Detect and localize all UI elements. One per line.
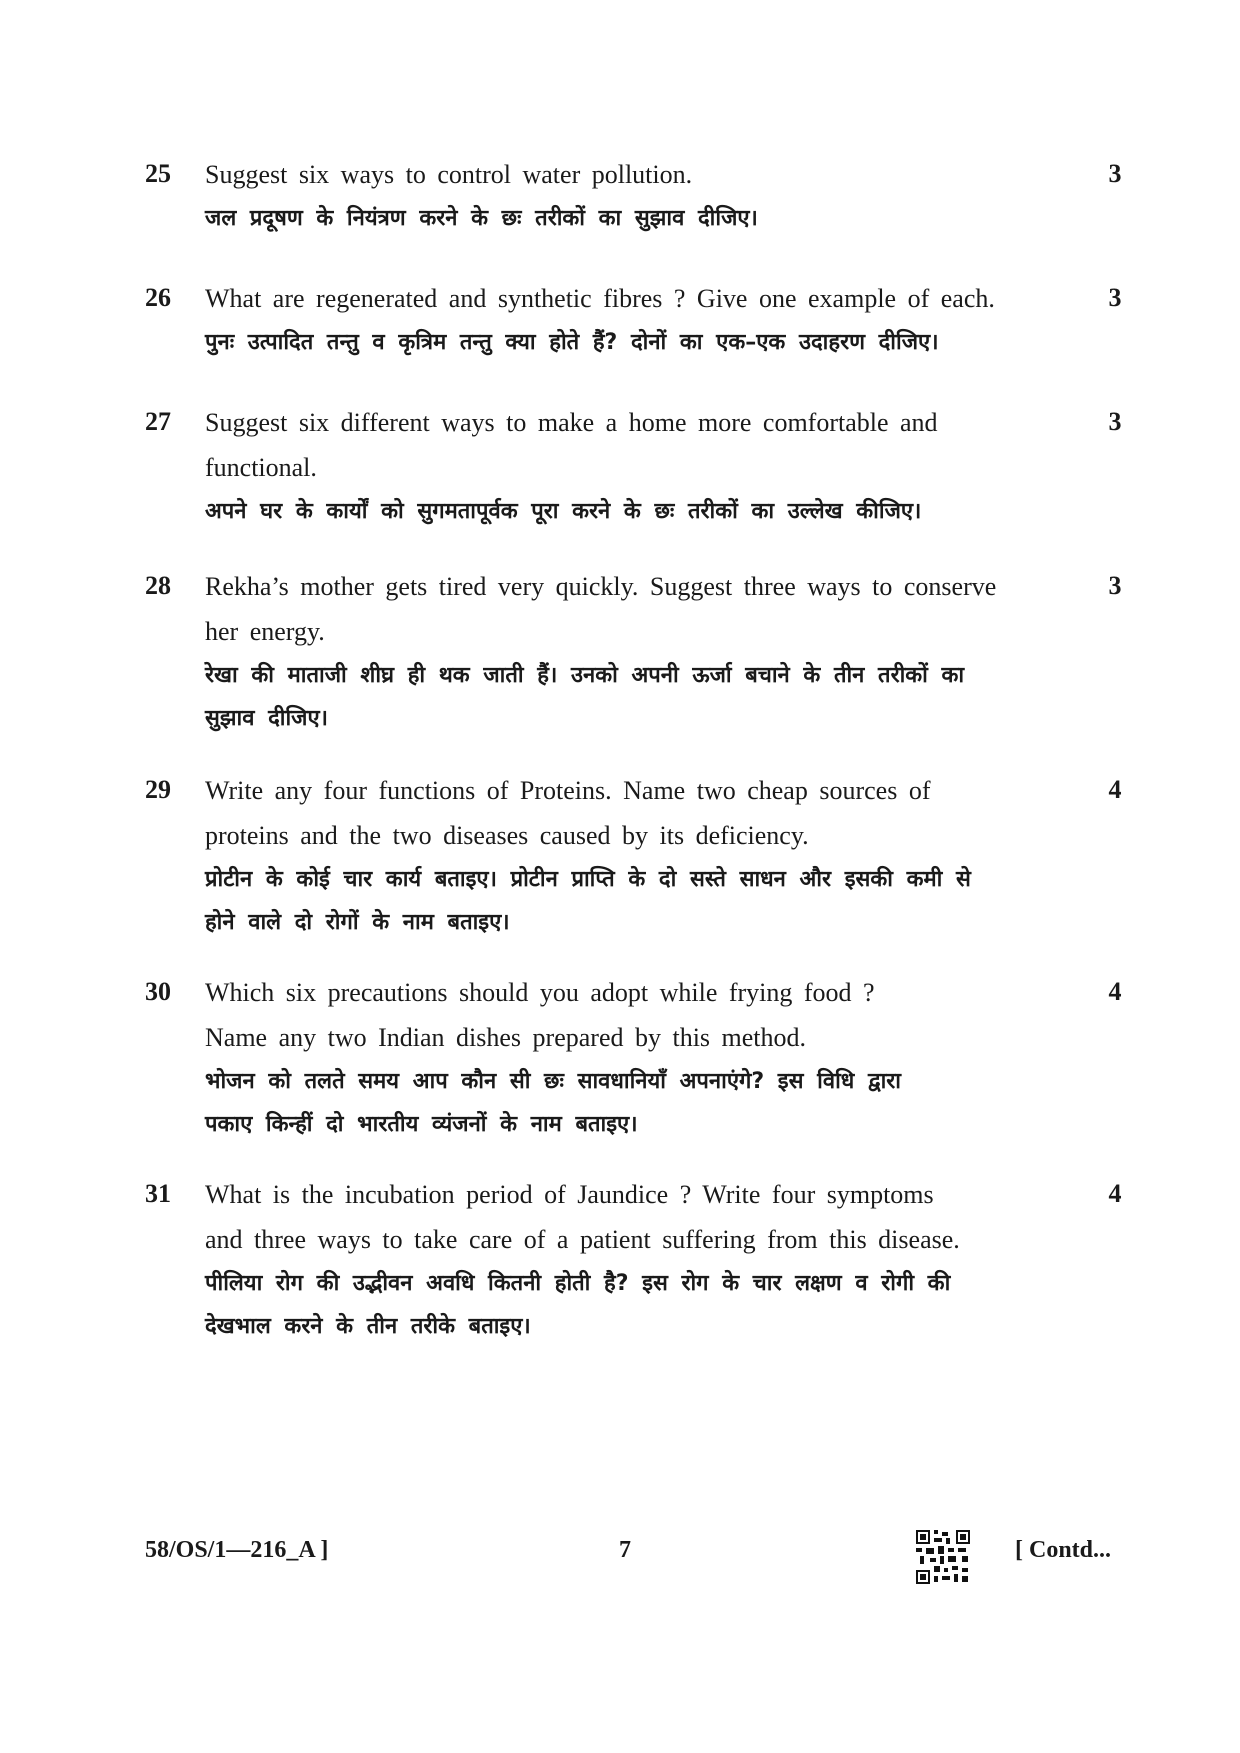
question-body bbox=[205, 276, 1055, 364]
question-text-english: functional. bbox=[205, 453, 317, 482]
question-body bbox=[205, 400, 1055, 533]
question-number: 28 bbox=[145, 571, 171, 600]
question-text-hindi: होने वाले दो रोगों के नाम बताइए। bbox=[205, 910, 510, 935]
question-text-hindi: पकाए किन्हीं दो भारतीय व्यंजनों के नाम बताइए। bbox=[205, 1112, 638, 1137]
question-number: 31 bbox=[145, 1179, 171, 1208]
question-text-english: Rekha’s mother gets tired very quickly. Suggest three ways to conserve bbox=[205, 572, 997, 601]
page-number: 7 bbox=[619, 1537, 631, 1563]
question-body bbox=[205, 564, 1055, 740]
question-text-hindi: पुनः उत्पादित तन्तु व कृत्रिम तन्तु क्या होते हैं? दोनों का एक–एक उदाहरण दीजिए। bbox=[205, 330, 939, 355]
question-marks: 3 bbox=[1108, 159, 1122, 188]
question-text-hindi: रेखा की माताजी शीघ्र ही थक जाती हैं। उनको अपनी ऊर्जा बचाने के तीन तरीकों का bbox=[205, 663, 965, 688]
question-marks: 3 bbox=[1108, 571, 1122, 600]
question-marks: 3 bbox=[1108, 407, 1122, 436]
question-text-hindi: सुझाव दीजिए। bbox=[205, 706, 328, 731]
question-marks: 4 bbox=[1108, 1179, 1122, 1208]
question-text-hindi: अपने घर के कार्यों को सुगमतापूर्वक पूरा करने के छः तरीकों का उल्लेख कीजिए। bbox=[205, 499, 922, 524]
question-text-english: Which six precautions should you adopt while frying food ? bbox=[205, 978, 875, 1007]
question-number: 30 bbox=[145, 977, 171, 1006]
question-text-english: Suggest six different ways to make a home more comfortable and bbox=[205, 408, 938, 437]
question-body bbox=[205, 1172, 1055, 1348]
question-text-english: Write any four functions of Proteins. Name two cheap sources of bbox=[205, 776, 931, 805]
question-number: 27 bbox=[145, 407, 171, 436]
page-footer bbox=[0, 1530, 1240, 1590]
question-body bbox=[205, 970, 1055, 1146]
question-marks: 4 bbox=[1108, 775, 1122, 804]
question-text-hindi: देखभाल करने के तीन तरीके बताइए। bbox=[205, 1314, 531, 1339]
question-number: 25 bbox=[145, 159, 171, 188]
question-body bbox=[205, 768, 1055, 944]
paper-code: 58/OS/1—216_A ] bbox=[145, 1537, 329, 1563]
question-text-hindi: प्रोटीन के कोई चार कार्य बताइए। प्रोटीन प्राप्ति के दो सस्ते साधन और इसकी कमी से bbox=[205, 867, 971, 892]
question-marks: 4 bbox=[1108, 977, 1122, 1006]
question-marks: 3 bbox=[1108, 283, 1122, 312]
question-text-hindi: पीलिया रोग की उद्भीवन अवधि कितनी होती है? इस रोग के चार लक्षण व रोगी की bbox=[205, 1271, 951, 1296]
question-body bbox=[205, 152, 1055, 240]
continued-label: [ Contd... bbox=[1015, 1537, 1112, 1563]
question-number: 29 bbox=[145, 775, 171, 804]
question-text-english: her energy. bbox=[205, 617, 325, 646]
question-number: 26 bbox=[145, 283, 171, 312]
question-text-hindi: भोजन को तलते समय आप कौन सी छः सावधानियाँ अपनाएंगे? इस विधि द्वारा bbox=[205, 1069, 902, 1094]
question-text-english: What are regenerated and synthetic fibres ? Give one example of each. bbox=[205, 284, 995, 313]
question-text-english: Name any two Indian dishes prepared by this method. bbox=[205, 1023, 807, 1052]
question-text-english: proteins and the two diseases caused by its deficiency. bbox=[205, 821, 809, 850]
question-text-english: and three ways to take care of a patient suffering from this disease. bbox=[205, 1225, 960, 1254]
question-text-hindi: जल प्रदूषण के नियंत्रण करने के छः तरीकों का सुझाव दीजिए। bbox=[205, 206, 758, 231]
qr-code-icon bbox=[916, 1530, 970, 1584]
question-text-english: Suggest six ways to control water pollution. bbox=[205, 160, 693, 189]
question-text-english: What is the incubation period of Jaundice ? Write four symptoms bbox=[205, 1180, 934, 1209]
